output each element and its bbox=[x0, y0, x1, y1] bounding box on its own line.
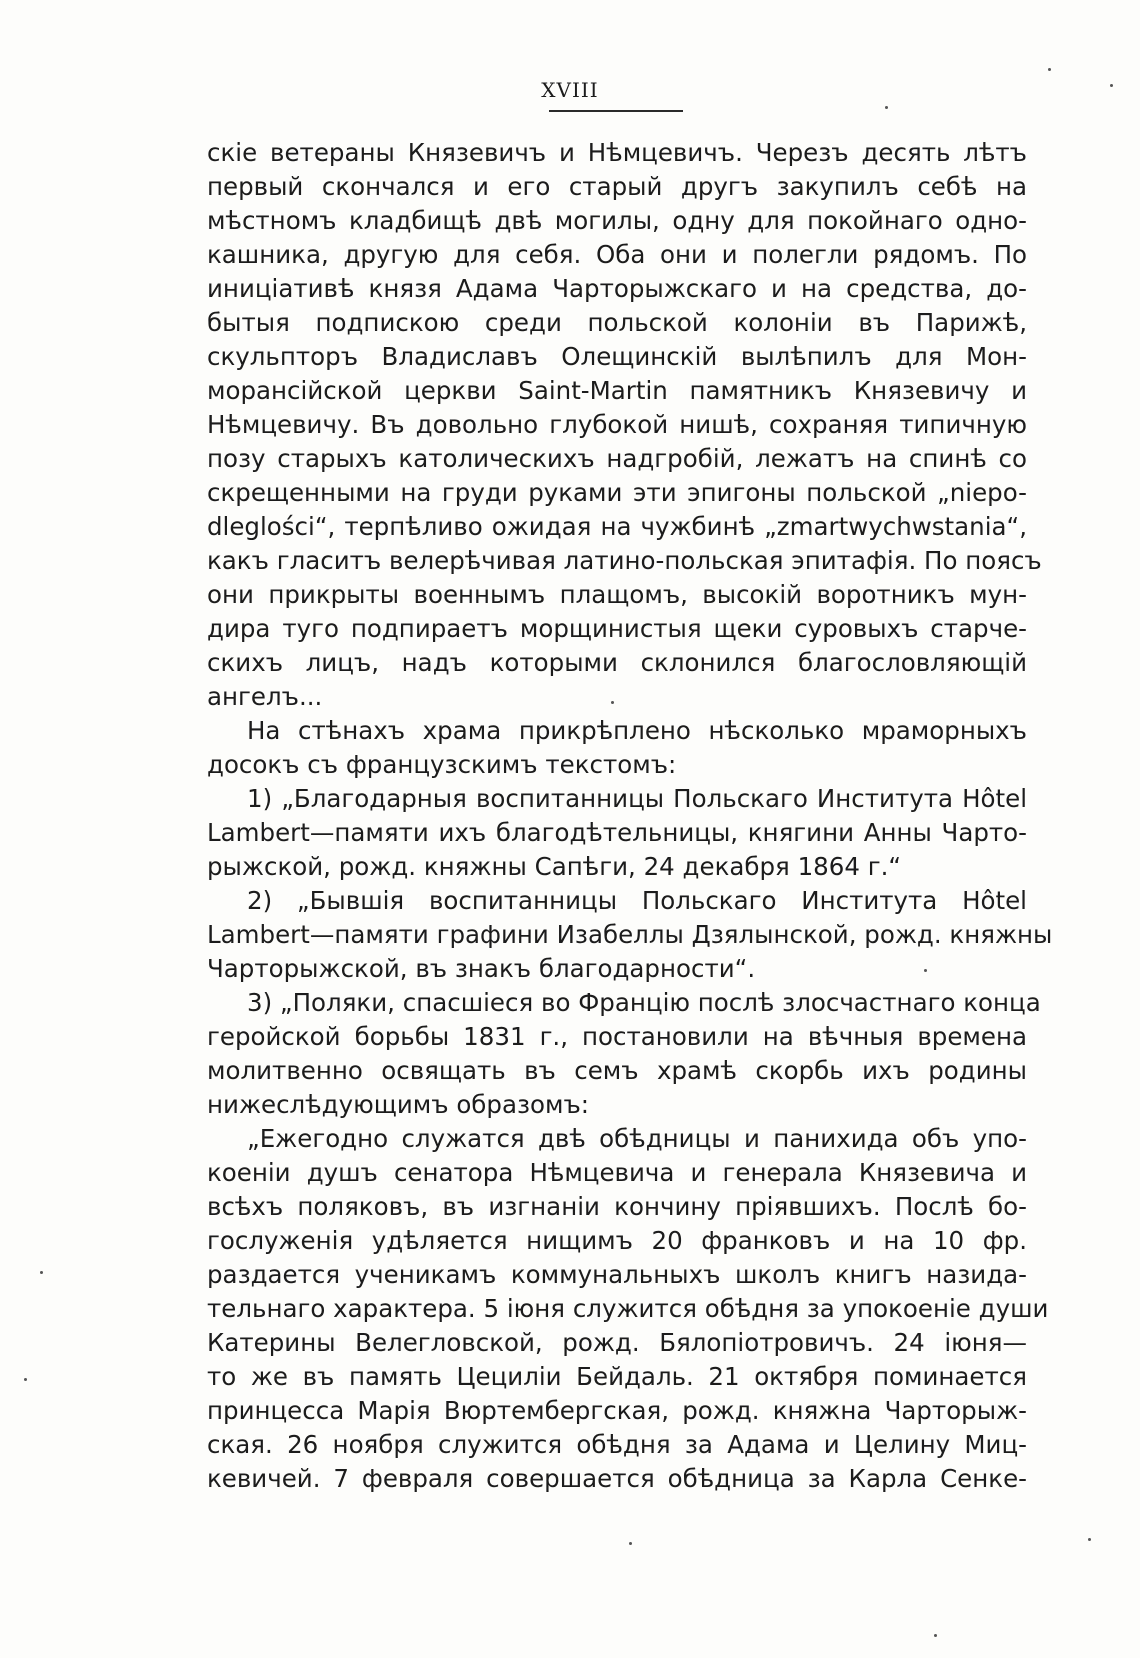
text-line: бытыя подпискою среди польской колоніи въ Парижѣ, bbox=[207, 308, 1027, 337]
text-line: 2) „Бывшія воспитанницы Польскаго Института Hôtel bbox=[247, 886, 1027, 915]
scan-speck bbox=[885, 106, 888, 109]
text-line: dleglości“, терпѣливо ожидая на чужбинѣ „zmartwychwstania“, bbox=[207, 512, 1027, 541]
text-line: дира туго подпираетъ морщинистыя щеки суровыхъ старче- bbox=[207, 614, 1027, 643]
scan-speck bbox=[24, 1378, 27, 1381]
scan-speck bbox=[934, 1634, 937, 1637]
text-line: досокъ съ французскимъ текстомъ: bbox=[207, 750, 677, 779]
text-line: гослуженія удѣляется нищимъ 20 франковъ и на 10 фр. bbox=[207, 1226, 1027, 1255]
text-line: 3) „Поляки, спасшіеся во Францію послѣ злосчастнаго конца bbox=[247, 988, 1041, 1017]
scan-speck bbox=[611, 701, 614, 704]
scan-speck bbox=[40, 1271, 43, 1274]
text-line: морансійской церкви Saint-Martin памятникъ Князевичу и bbox=[207, 376, 1027, 405]
scan-speck bbox=[1048, 68, 1051, 71]
text-line: раздается ученикамъ коммунальныхъ школъ книгъ назида- bbox=[207, 1260, 1027, 1289]
text-line: ская. 26 ноября служится обѣдня за Адама и Целину Миц- bbox=[207, 1430, 1027, 1459]
text-line: скульпторъ Владиславъ Олещинскій вылѣпилъ для Мон- bbox=[207, 342, 1027, 371]
text-line: геройской борьбы 1831 г., постановили на вѣчныя времена bbox=[207, 1022, 1027, 1051]
text-line: Катерины Велегловской, рожд. Бялопіотровичъ. 24 іюня— bbox=[207, 1328, 1027, 1357]
text-line: то же въ память Цециліи Бейдаль. 21 октября поминается bbox=[207, 1362, 1027, 1391]
scan-speck bbox=[1088, 1538, 1091, 1541]
text-line: Нѣмцевичу. Въ довольно глубокой нишѣ, сохраняя типичную bbox=[207, 410, 1027, 439]
text-line: всѣхъ поляковъ, въ изгнаніи кончину пріявшихъ. Послѣ бо- bbox=[207, 1192, 1027, 1221]
text-line: иниціативѣ князя Адама Чарторыжскаго и на средства, до- bbox=[207, 274, 1027, 303]
header-rule bbox=[549, 110, 683, 112]
text-line: рыжской, рожд. княжны Сапѣги, 24 декабря 1864 г.“ bbox=[207, 852, 902, 881]
text-line: тельнаго характера. 5 іюня служится обѣдня за упокоеніе души bbox=[207, 1294, 1049, 1323]
text-line: Lambert—памяти ихъ благодѣтельницы, княгини Анны Чарто- bbox=[207, 818, 1027, 847]
text-line: кевичей. 7 февраля совершается обѣдница за Карла Сенке- bbox=[207, 1464, 1027, 1493]
text-line: 1) „Благодарныя воспитанницы Польскаго Института Hôtel bbox=[247, 784, 1027, 813]
text-line: Чарторыжской, въ знакъ благодарности“. bbox=[207, 954, 756, 983]
scan-speck bbox=[1110, 84, 1113, 87]
text-line: „Ежегодно служатся двѣ обѣдницы и панихида объ упо- bbox=[247, 1124, 1027, 1153]
text-line: На стѣнахъ храма прикрѣплено нѣсколько мраморныхъ bbox=[247, 716, 1027, 745]
text-line: Lambert—памяти графини Изабеллы Дзялынской, рожд. княжны bbox=[207, 920, 1053, 949]
text-line: кашника, другую для себя. Оба они и полегли рядомъ. По bbox=[207, 240, 1027, 269]
text-line: принцесса Марія Вюртембергская, рожд. княжна Чарторыж- bbox=[207, 1396, 1027, 1425]
text-line: нижеслѣдующимъ образомъ: bbox=[207, 1090, 590, 1119]
text-line: они прикрыты военнымъ плащомъ, высокій воротникъ мун- bbox=[207, 580, 1027, 609]
text-line: скіе ветераны Князевичъ и Нѣмцевичъ. Черезъ десять лѣтъ bbox=[207, 138, 1027, 167]
page-number: XVIII bbox=[541, 78, 599, 102]
text-line: коеніи душъ сенатора Нѣмцевича и генерала Князевича и bbox=[207, 1158, 1027, 1187]
text-line: позу старыхъ католическихъ надгробій, лежатъ на спинѣ со bbox=[207, 444, 1027, 473]
body-text bbox=[207, 136, 1053, 1496]
text-line: скихъ лицъ, надъ которыми склонился благословляющій bbox=[207, 648, 1027, 677]
text-line: молитвенно освящать въ семъ храмѣ скорбь ихъ родины bbox=[207, 1056, 1027, 1085]
text-line: первый скончался и его старый другъ закупилъ себѣ на bbox=[207, 172, 1027, 201]
scan-speck bbox=[629, 1542, 632, 1545]
text-line: скрещенными на груди руками эти эпигоны польской „niepo- bbox=[207, 478, 1027, 507]
text-line: ангелъ... bbox=[207, 682, 323, 711]
text-line: какъ гласитъ велерѣчивая латино-польская эпитафія. По поясъ bbox=[207, 546, 1042, 575]
scan-speck bbox=[924, 969, 927, 972]
text-line: мѣстномъ кладбищѣ двѣ могилы, одну для покойнаго одно- bbox=[207, 206, 1027, 235]
